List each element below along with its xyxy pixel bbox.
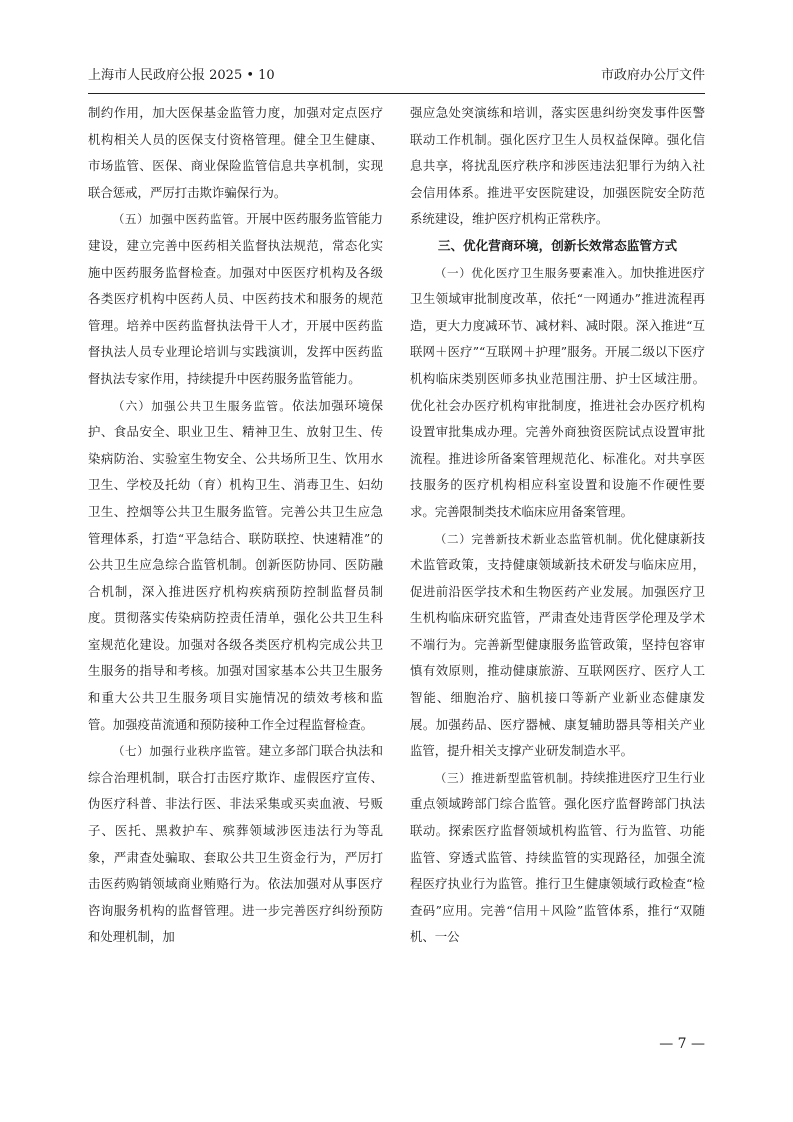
subheading-label: （五）加强中医药监管。 bbox=[112, 212, 247, 227]
subheading-label: （三）推进新型监管机制。 bbox=[434, 770, 581, 785]
paragraph-body: 优化健康新技术监管政策，支持健康领域新技术研发与临床应用，促进前沿医学技术和生物医药产业发展。加强医疗卫生机构临床研究监管，严肃查处违背医学伦理及学术不端行为。完善新型健康服务监管政策，坚持包容审慎有效原则，推动健康旅游、互联网医疗、医疗人工智能、细胞治疗、脑机接口等新产业新业态健康发展。加强药品、医疗器械、康复辅助器具等相关产业监管，提升相关支撑产业研发制造水平。 bbox=[410, 530, 705, 759]
paragraph-body: 开展中医药服务监管能力建设，建立完善中医药相关监督执法规范，常态化实施中医药服务监督检查。加强对中医医疗机构及各级各类医疗机构中医药人员、中医药技术和服务的规范管理。培养中医药监督执法骨干人才，开展中医药监督执法人员专业理论培训与实践演训，发挥中医药监督执法专家作用，持续提升中医药服务监管能力。 bbox=[88, 211, 383, 386]
section-heading: 三、优化营商环境，创新长效常态监管方式 bbox=[437, 237, 678, 253]
page-number: — 7 — bbox=[659, 1036, 705, 1052]
paragraph-market-access bbox=[410, 260, 705, 526]
paragraph-body: 持续推进医疗卫生行业重点领域跨部门综合监管。强化医疗监督跨部门执法联动。探索医疗监督领域机构监管、行为监管、功能监管、穿透式监管、持续监管的实现路径，加强全流程医疗执业行为监管。推行卫生健康领域行政检查“检查码”应用。完善“信用＋风险”监管体系，推行“双随机、一公 bbox=[410, 769, 705, 945]
paragraph-new-mechanism bbox=[410, 765, 705, 951]
paragraph-body: 依法加强环境保护、食品安全、职业卫生、精神卫生、放射卫生、传染病防治、实验室生物安全、公共场所卫生、饮用水卫生、学校及托幼（育）机构卫生、消毒卫生、妇幼卫生、控烟等公共卫生服务监管。完善公共卫生应急管理体系，打造“平急结合、联防联控、快速精准”的公共卫生应急综合监管机制。创新医防协同、医防融合机制，深入推进医疗机构疾病预防控制监督员制度。贯彻落实传染病防控责任清单，强化公共卫生科室规范化建设。加强对各级各类医疗机构完成公共卫生服务的指导和考核。加强对国家基本公共卫生服务和重大公共卫生服务项目实施情况的绩效考核和监管。加强疫苗流通和预防接种工作全过程监督检查。 bbox=[88, 397, 383, 732]
paragraph-continued: 强应急处突演练和培训，落实医患纠纷突发事件医警联动工作机制。强化医疗卫生人员权益保障。强化信息共享，将扰乱医疗秩序和涉医违法犯罪行为纳入社会信用体系。推进平安医院建设，加强医院安全防范系统建设，维护医疗机构正常秩序。 bbox=[410, 105, 705, 227]
page-header bbox=[88, 66, 705, 86]
paragraph-continued: 制约作用，加大医保基金监管力度，加强对定点医疗机构相关人员的医保支付资格管理。健全卫生健康、市场监管、医保、商业保险监管信息共享机制，实现联合惩戒，严厉打击欺诈骗保行为。 bbox=[88, 105, 383, 200]
subheading-label: （六）加强公共卫生服务监管。 bbox=[112, 398, 293, 413]
left-column bbox=[88, 100, 383, 951]
paragraph-body: 建立多部门联合执法和综合治理机制，联合打击医疗欺诈、虚假医疗宣传、伪医疗科普、非法行医、非法采集或买卖血液、号贩子、医托、黑救护车、殡葬领域涉医违法行为等乱象，严肃查处骗取、套取公共卫生资金行为，严厉打击医药购销领域商业贿赂行为。依法加强对从事医疗咨询服务机构的监督管理。进一步完善医疗纠纷预防和处理机制，加 bbox=[88, 743, 383, 945]
subheading-label: （一）优化医疗卫生服务要素准入。 bbox=[434, 265, 631, 280]
paragraph-tcm-supervision bbox=[88, 206, 383, 392]
paragraph-body: 加快推进医疗卫生领域审批制度改革，依托“一网通办”推进流程再造，更大力度减环节、减材料、减时限。深入推进“互联网＋医疗”“互联网＋护理”服务。开展二级以下医疗机构临床类别医师多执业范围注册、护士区域注册。优化社会办医疗机构审批制度，推进社会办医疗机构设置审批集成办理。完善外商独资医院试点设置审批流程。推进诊所备案管理规范化、标准化。对共享医技服务的医疗机构相应科室设置和设施不作硬性要求。完善限制类技术临床应用备案管理。 bbox=[410, 264, 705, 519]
journal-title: 上海市人民政府公报 2025 • 10 bbox=[88, 68, 275, 83]
paragraph-industry-order-supervision bbox=[88, 738, 383, 951]
header-divider bbox=[88, 93, 705, 94]
subheading-label: （二）完善新技术新业态监管机制。 bbox=[434, 531, 631, 546]
section-title: 市政府办公厅文件 bbox=[600, 68, 705, 83]
paragraph-public-health-supervision bbox=[88, 393, 383, 739]
paragraph-new-tech-supervision bbox=[410, 526, 705, 765]
right-column bbox=[410, 100, 705, 951]
subheading-label: （七）加强行业秩序监管。 bbox=[112, 744, 259, 759]
